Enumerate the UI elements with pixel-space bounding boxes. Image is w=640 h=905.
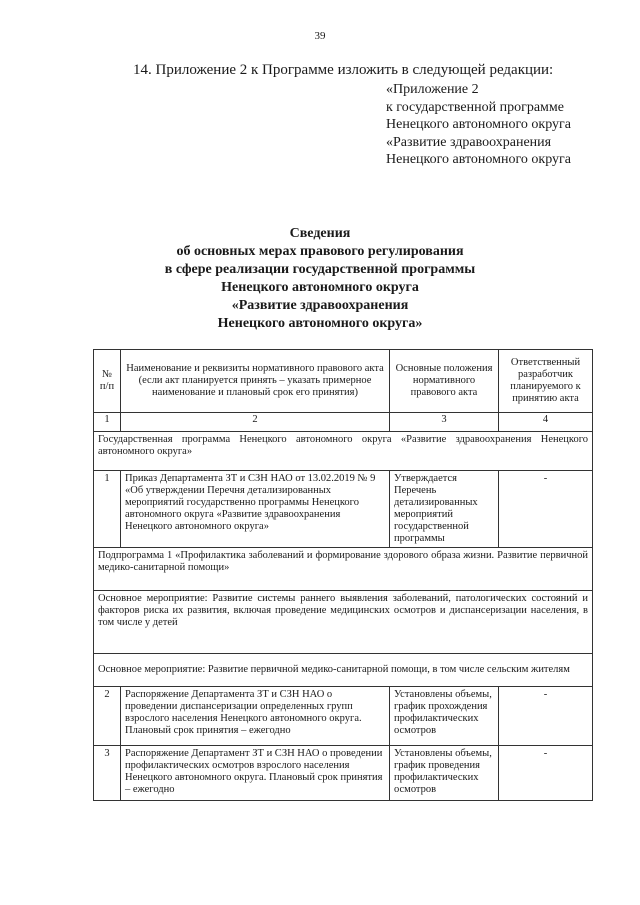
intro-paragraph: 14. Приложение 2 к Программе изложить в следующей редакции: [133, 62, 554, 78]
column-numbers-row [94, 413, 593, 432]
appendix-line: «Приложение 2 [386, 82, 479, 97]
title-line: Ненецкого автономного округа» [217, 316, 423, 331]
table-row [94, 687, 593, 746]
header-act: Наименование и реквизиты нормативного правового акта (если акт планируется принять – указать примерное наименование и плановый срок его принятия) [121, 350, 390, 413]
row-act: Приказ Департамента ЗТ и СЗН НАО от 13.02.2019 № 9 «Об утверждении Перечня детализированных мероприятий государственно программы Ненецкого автономного округа «Развитие здравоохранения Ненецкого автономного округа» [121, 471, 390, 548]
table-row [94, 471, 593, 548]
table-row [94, 746, 593, 801]
document-title [0, 225, 640, 333]
header-number: № п/п [94, 350, 121, 413]
column-number: 3 [390, 413, 499, 432]
title-line: Сведения [289, 226, 351, 241]
appendix-line: «Развитие здравоохранения [386, 134, 552, 150]
table-header-row [94, 350, 593, 413]
program-title: Государственная программа Ненецкого автономного округа «Развитие здравоохранения Ненецкого автономного округа» [94, 432, 593, 471]
row-act: Распоряжение Департамент ЗТ и СЗН НАО о проведении профилактических осмотров взрослого населения Ненецкого автономного округа. Плановый срок принятия – ежегодно [121, 746, 390, 801]
row-provisions: Установлены объемы, график прохождения профилактических осмотров [390, 687, 499, 746]
row-developer: - [499, 687, 593, 746]
page-number: 39 [314, 30, 326, 42]
title-line: «Развитие здравоохранения [231, 298, 409, 313]
row-provisions: Утверждается Перечень детализированных мероприятий государственной программы [390, 471, 499, 548]
subprogram-title: Подпрограмма 1 «Профилактика заболеваний и формирование здорового образа жизни. Развитие первичной медико-санитарной помощи» [94, 548, 593, 591]
appendix-line: Ненецкого автономного округа [386, 152, 571, 167]
measure-row [94, 654, 593, 687]
row-act: Распоряжение Департамента ЗТ и СЗН НАО о проведении диспансеризации определенных групп взрослого населения Ненецкого автономного округа. Плановый срок принятия – ежегодно [121, 687, 390, 746]
title-line: об основных мерах правового регулирования [176, 244, 464, 259]
title-line: Ненецкого автономного округа [221, 280, 419, 295]
measure-row [94, 591, 593, 654]
column-number: 1 [94, 413, 121, 432]
column-number: 4 [499, 413, 593, 432]
row-number: 1 [94, 471, 121, 548]
header-provisions: Основные положения нормативного правового акта [390, 350, 499, 413]
measure-title: Основное мероприятие: Развитие системы раннего выявления заболеваний, патологических состояний и факторов риска их развития, включая проведение медицинских осмотров и диспансеризации населения, в том числе у детей [94, 591, 593, 654]
subprogram-row [94, 548, 593, 591]
title-line: в сфере реализации государственной программы [164, 262, 476, 277]
regulation-table [93, 349, 593, 801]
appendix-heading [386, 81, 571, 169]
header-developer: Ответственный разработчик планируемого к принятию акта [499, 350, 593, 413]
measure-title: Основное мероприятие: Развитие первичной медико-санитарной помощи, в том числе сельским жителям [94, 654, 593, 687]
appendix-line: Ненецкого автономного округа [386, 117, 571, 132]
row-number: 3 [94, 746, 121, 801]
row-number: 2 [94, 687, 121, 746]
row-developer: - [499, 471, 593, 548]
row-developer: - [499, 746, 593, 801]
column-number: 2 [121, 413, 390, 432]
row-provisions: Установлены объемы, график проведения профилактических осмотров [390, 746, 499, 801]
appendix-line: к государственной программе [386, 99, 564, 115]
program-row [94, 432, 593, 471]
